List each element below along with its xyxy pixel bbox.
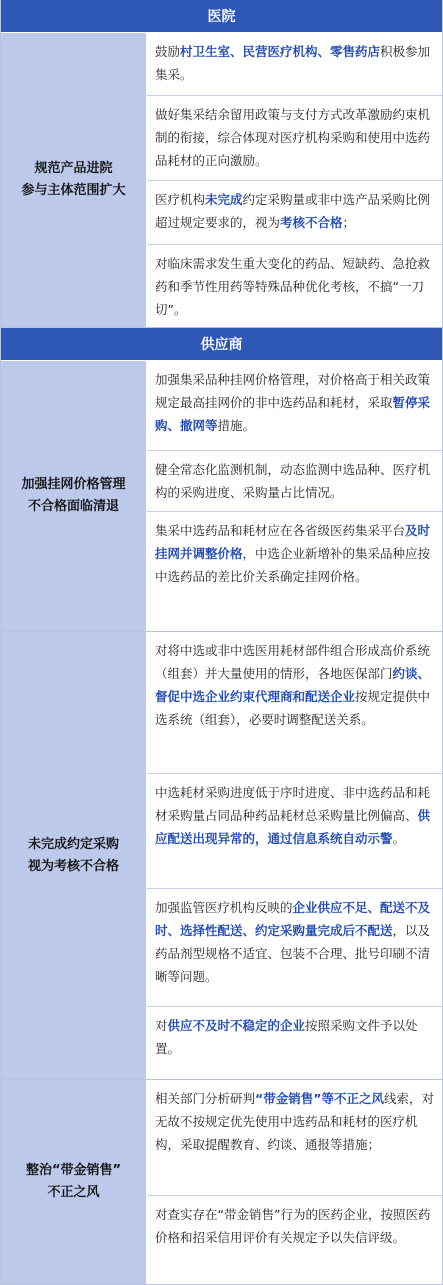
highlight-text: 未完成 xyxy=(205,192,243,207)
table-cell: 做好集采结余留用政策与支付方式改革激励约束机制的衔接，综合体现对医疗机构采购和使用中选药品耗材的正向激励。 xyxy=(147,96,442,181)
highlight-text: 企业供应不足、配送不及时、选择性配送、约定采购量完成后不配送 xyxy=(155,900,431,939)
group-kickback-rectification xyxy=(1,1080,442,1285)
table-cell: 中选耗材采购进度低于序时进度、非中选药品和耗材采购量占同品种药品耗材总采购量比例偏高、供应配送出现异常的，通过信息系统自动示警。 xyxy=(147,774,442,890)
group-label-line1: 未完成约定采购 xyxy=(27,836,119,852)
highlight-text: 村卫生室、民营医疗机构、零售药店 xyxy=(180,44,381,59)
table-cell: 对临床需求发生重大变化的药品、短缺药、急抢救药和季节性用药等特殊品种优化考核，不搞“一刀切”。 xyxy=(147,245,442,327)
table-cell: 医疗机构未完成约定采购量或非中选产品采购比例超过规定要求的，视为考核不合格； xyxy=(147,181,442,245)
table-cell: 加强集采品种挂网价格管理，对价格高于相关政策规定最高挂网价的非中选药品和耗材，采取暂停采购、撤网等措施。 xyxy=(147,361,442,451)
group-label xyxy=(1,632,147,1079)
section-header-supplier: 供应商 xyxy=(1,328,442,361)
highlight-text: 约谈、督促中选企业约束代理商和配送企业 xyxy=(155,666,431,704)
group-listing-price xyxy=(1,361,442,632)
highlight-text: 供应配送出现异常的，通过信息系统自动示警 xyxy=(155,807,431,846)
highlight-text: 供应不及时不稳定的企业 xyxy=(167,1018,306,1034)
table-cell: 集采中选药品和耗材应在各省级医药集采平台及时挂网并调整价格，中选企业新增补的集采品种应按中选药品的差比价关系确定挂网价格。 xyxy=(147,512,442,631)
highlight-text: 考核不合格 xyxy=(280,215,343,230)
group-label-line2: 参与主体范围扩大 xyxy=(21,183,126,198)
section-header-hospital: 医院 xyxy=(1,0,442,33)
group-label-line2: 不合格面临清退 xyxy=(27,499,119,514)
group-label xyxy=(1,1080,147,1284)
highlight-text: “带金销售”等不正之风 xyxy=(255,1091,384,1106)
highlight-text: 及时挂网并调整价格 xyxy=(155,523,431,562)
table-cell: 加强监管医疗机构反映的企业供应不足、配送不及时、选择性配送、约定采购量完成后不配送，以及药品剂型规格不适宜、包装不合理、批号印刷不清晰等问题。 xyxy=(147,889,442,1007)
group-assessment-failure xyxy=(1,632,442,1080)
group-label-line1: 加强挂网价格管理 xyxy=(21,477,126,492)
table-cell: 相关部门分析研判“带金销售”等不正之风线索，对无故不按规定优先使用中选药品和耗材的医疗机构，采取提醒教育、约谈、通报等措施； xyxy=(147,1080,442,1196)
table-cell: 对将中选或非中选医用耗材部件组合形成高价系统（组套）并大量使用的情形，各地医保部门约谈、督促中选企业约束代理商和配送企业按规定提供中选系统（组套），必要时调整配送关系。 xyxy=(147,632,442,774)
group-label xyxy=(1,33,147,327)
group-label xyxy=(1,361,147,631)
table-cell: 健全常态化监测机制，动态监测中选品种、医疗机构的采购进度、采购量占比情况。 xyxy=(147,451,442,513)
table-cell: 对查实存在“带金销售”行为的医药企业，按照医药价格和招采信用评价有关规定予以失信评级。 xyxy=(147,1196,442,1284)
group-scope-expansion xyxy=(1,33,442,328)
group-label-line2: 视为考核不合格 xyxy=(27,858,119,874)
group-label-line1: 整治“带金销售” xyxy=(25,1163,122,1178)
table-cell: 对供应不及时不稳定的企业按照采购文件予以处置。 xyxy=(147,1007,442,1079)
group-label-line1: 规范产品进院 xyxy=(34,161,113,176)
group-label-line2: 不正之风 xyxy=(47,1185,100,1200)
table-cell: 鼓励村卫生室、民营医疗机构、零售药店积极参加集采。 xyxy=(147,33,442,96)
highlight-text: 暂停采购、撤网等 xyxy=(155,395,431,433)
